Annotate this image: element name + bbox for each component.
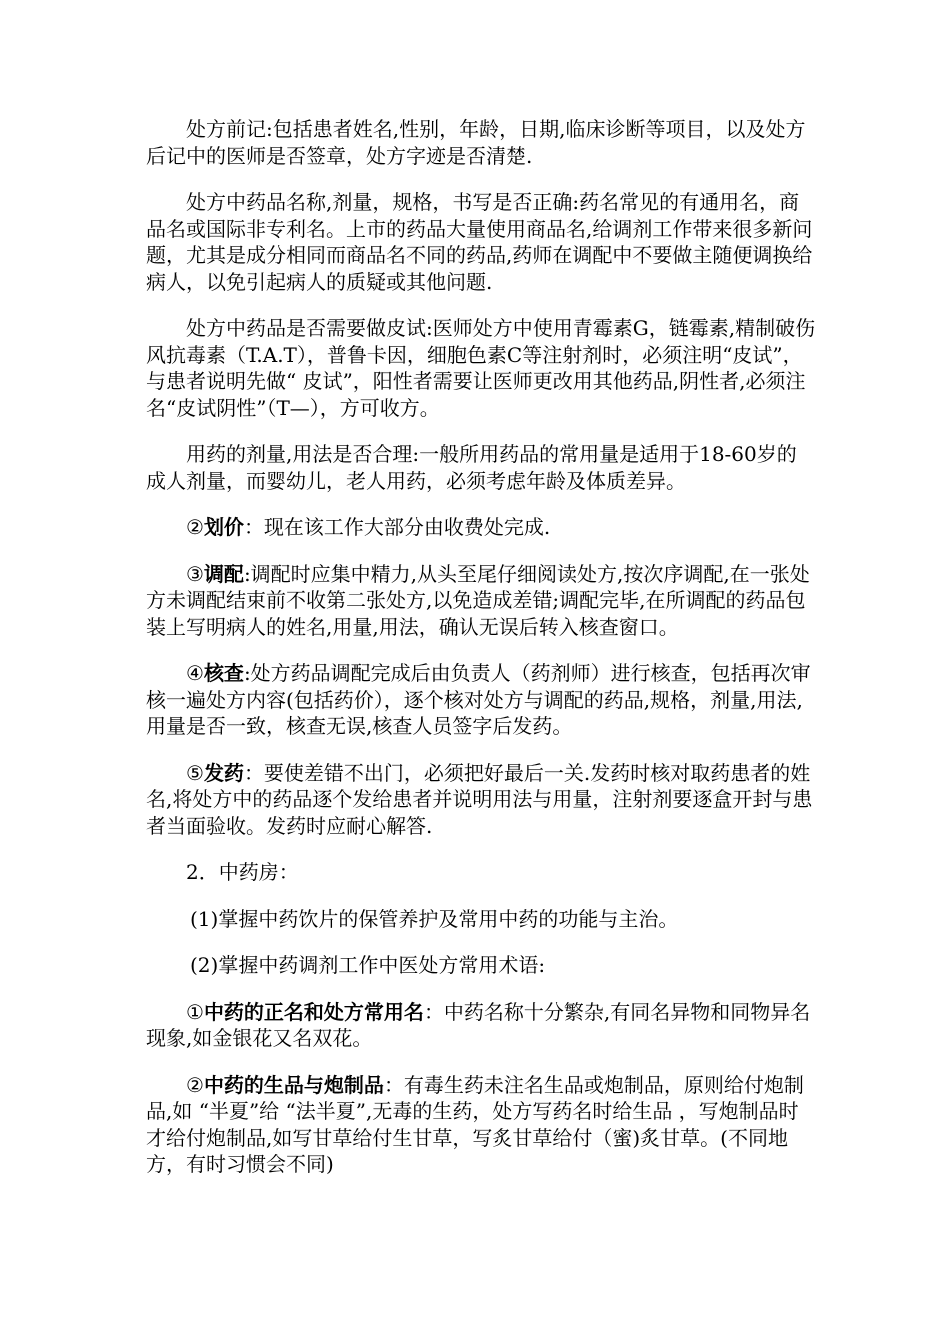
paragraph-dosage: [146, 441, 816, 494]
paragraph-skin-test: [146, 315, 816, 421]
paragraph-sub-item-2: [146, 952, 816, 979]
item-number: ②: [186, 1072, 204, 1097]
paragraph-dispensing: [146, 561, 816, 641]
paragraph-section-heading: [146, 859, 816, 886]
paragraph-verification: [146, 660, 816, 740]
item-label: 中药的生品与炮制品: [203, 1072, 384, 1097]
item-label: 核查: [203, 661, 244, 685]
paragraph-text: ：现在该工作大部分由收费处完成.: [243, 515, 551, 539]
item-label: 划价: [203, 515, 244, 539]
section-heading: 2．中药房：: [186, 860, 299, 884]
paragraph-issuing: [146, 760, 816, 840]
paragraph-drug-name-check: [146, 189, 816, 295]
paragraph-text: 处方前记:包括患者姓名,性别，年龄，日期,临床诊断等项目，以及处方后记中的医师是否签章，处方字迹是否清楚.: [146, 117, 806, 168]
paragraph-text: 用药的剂量,用法是否合理:一般所用药品的常用量是适用于18-60岁的成人剂量，而婴幼儿，老人用药，必须考虑年龄及体质差异。: [146, 442, 797, 493]
paragraph-text: (2)掌握中药调剂工作中医处方常用术语:: [190, 953, 546, 977]
item-number: ④: [186, 661, 204, 685]
item-number: ①: [186, 999, 204, 1024]
paragraph-text: ：要使差错不出门，必须把好最后一关.发药时核对取药患者的姓名,将处方中的药品逐个发给患者并说明用法与用量，注射剂要逐盒开封与患者当面验收。发药时应耐心解答.: [146, 760, 813, 838]
paragraph-text: (1)掌握中药饮片的保管养护及常用中药的功能与主治。: [190, 906, 679, 931]
paragraph-sub-item-1: [146, 906, 816, 933]
paragraph-proper-names: [146, 999, 816, 1052]
paragraph-text: 处方中药品名称,剂量，规格，书写是否正确:药名常见的有通用名，商品名或国际非专利名。上市的药品大量使用商品名,给调剂工作带来很多新问题，尤其是成分相同而商品名不同的药品,药师在调配中不要做主随便调换给病人，以免引起病人的质疑或其他问题.: [146, 190, 813, 294]
item-number: ②: [186, 515, 204, 539]
paragraph-raw-processed: [146, 1072, 816, 1178]
paragraph-prescription-front: [146, 116, 816, 169]
item-label: 调配: [203, 561, 244, 586]
paragraph-text: 处方中药品是否需要做皮试:医师处方中使用青霉素G，链霉素,精制破伤风抗毒素（T.A.T），普鲁卡因，细胞色素C等注射剂时，必须注明“皮试”，与患者说明先做“ 皮试”，阳性者需要让医师更改用其他药品,阴性者,必须注名“皮试阴性”（T—），方可收方。: [146, 316, 816, 420]
paragraph-pricing: [146, 514, 816, 541]
item-label: 发药: [203, 760, 244, 785]
paragraph-text: ：中药名称十分繁杂,有同名异物和同物异名现象,如金银花又名双花。: [146, 999, 811, 1050]
paragraph-text: ：有毒生药未注名生品或炮制品，原则给付炮制品,如 “半夏”给 “法半夏”,无毒的生药，处方写药名时给生品 ，写炮制品时才给付炮制品,如写甘草给付生甘草，写炙甘草给付（蜜)炙甘草。(不同地方，有时习惯会不同): [146, 1072, 804, 1176]
paragraph-text: :调配时应集中精力,从头至尾仔细阅读处方,按次序调配,在一张处方未调配结束前不收第二张处方,以免造成差错;调配完毕,在所调配的药品包装上写明病人的姓名,用量,用法，确认无误后转入核查窗口。: [146, 561, 810, 639]
document-body: [146, 116, 816, 1198]
item-number: ③: [186, 561, 204, 586]
item-label: 中药的正名和处方常用名: [203, 999, 424, 1024]
item-number: ⑤: [186, 760, 204, 785]
paragraph-text: :处方药品调配完成后由负责人（药剂师）进行核查，包括再次审核一遍处方内容(包括药价），逐个核对处方与调配的药品,规格，剂量,用法,用量是否一致，核查无误,核查人员签字后发药。: [146, 661, 811, 738]
